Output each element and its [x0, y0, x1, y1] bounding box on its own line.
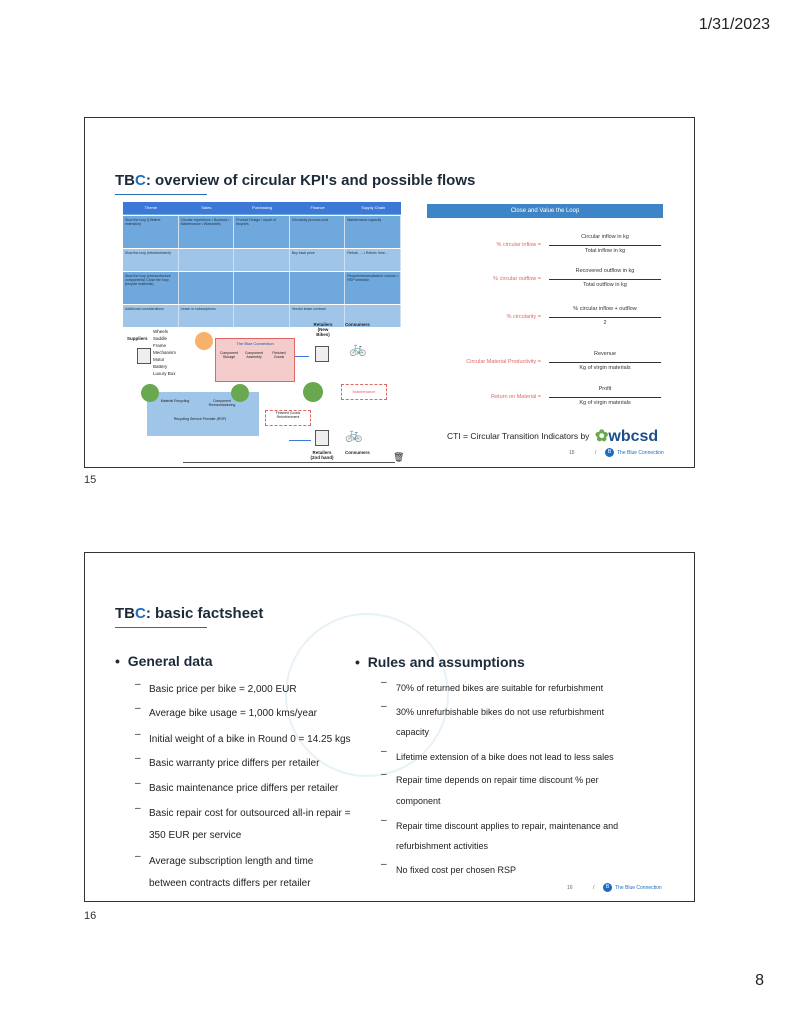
- table-header-cell: Purchasing: [251, 205, 272, 210]
- general-item: Basic maintenance price differs per retailer: [149, 783, 339, 794]
- general-data-heading: • General data: [115, 653, 213, 669]
- title-highlight: C: [135, 172, 146, 189]
- formula-label: % circular inflow =: [496, 242, 541, 248]
- table-cell: Slow the loop (Lifetime extension): [123, 216, 179, 248]
- component-remanufacturing: Component Remanufacturing: [208, 399, 236, 407]
- title-rest: : basic factsheet: [145, 605, 264, 622]
- rules-heading: • Rules and assumptions: [355, 654, 525, 670]
- rule-item: Repair time discount applies to repair, maintenance and: [396, 821, 619, 831]
- table-cell: Product Design / repair of bicycles: [234, 216, 290, 248]
- wbcsd-text: wbcsd: [608, 428, 659, 445]
- table-cell: Recycle/remanufacture volume • RSP selection: [345, 272, 401, 304]
- blue-connection-logo-icon: B: [605, 448, 614, 457]
- cti-note: CTI = Circular Transition Indicators by: [447, 431, 590, 441]
- kpi-table: [123, 202, 401, 326]
- table-cell: Refurb. ... • Refurb. time...: [345, 249, 401, 271]
- table-header: [123, 202, 401, 214]
- formula-numerator: Revenue: [593, 351, 617, 357]
- general-item: Basic warranty price differs per retailer: [149, 758, 320, 769]
- dash: –: [381, 769, 387, 780]
- general-item: Basic repair cost for outsourced all-in repair =: [149, 808, 351, 819]
- general-item: Average bike usage = 1,000 kms/year: [149, 708, 317, 719]
- formula-circularity: [427, 306, 667, 330]
- green-circle-icon: [231, 384, 249, 402]
- general-item-continued: 350 EUR per service: [149, 830, 242, 841]
- dash: –: [135, 803, 141, 814]
- table-cell: Circularity process cost: [290, 216, 346, 248]
- green-circle-icon: [141, 384, 159, 402]
- formula-label: Circular Material Productivity =: [466, 359, 541, 365]
- formula-denominator: Kg of virgin materials: [579, 365, 631, 371]
- formula-circular-inflow: [427, 234, 667, 258]
- dash: –: [135, 703, 141, 714]
- table-cell: Circular experience • Buyback • Maintenance • Warranties: [179, 216, 235, 248]
- dash: –: [381, 746, 387, 757]
- dash: –: [135, 753, 141, 764]
- component-storage: Component Storage: [219, 351, 239, 359]
- general-item-continued: between contracts differs per retailer: [149, 878, 311, 889]
- table-cell: [179, 249, 235, 271]
- rsp-label: Recycling Service Provider (RSP): [173, 417, 227, 421]
- consumers-label: Consumers: [345, 450, 370, 455]
- suppliers-label: Suppliers: [127, 336, 148, 341]
- slide-number-label: 15: [84, 474, 97, 486]
- page-number: 8: [755, 972, 764, 989]
- formula-numerator: Profit: [598, 386, 612, 392]
- rule-item: Lifetime extension of a bike does not lead to less sales: [396, 752, 614, 762]
- formula-denominator: Kg of virgin materials: [579, 400, 631, 406]
- general-item: Average subscription length and time: [149, 856, 314, 867]
- dash: –: [135, 679, 141, 690]
- footer-brand: The Blue Connection: [615, 885, 662, 891]
- table-row: [123, 248, 401, 271]
- slide-16: [84, 552, 695, 902]
- general-item: Basic price per bike = 2,000 EUR: [149, 684, 297, 695]
- retailer-store-icon: [315, 346, 329, 362]
- title-highlight: C: [135, 605, 146, 622]
- fraction-line: [549, 317, 661, 318]
- title-prefix: TB: [115, 172, 135, 189]
- parts-list: Wheels Saddle Frame Mechanism Motor Battery Luxury Box: [153, 329, 177, 376]
- title-underline: [115, 194, 207, 195]
- finished-goods-refurbishment: Finished Goods Refurbishment: [265, 410, 311, 426]
- formula-numerator: Recovered outflow in kg: [575, 268, 635, 274]
- rule-item: 30% unrefurbishable bikes do not use refurbishment: [396, 707, 605, 717]
- suppliers-building-icon: [137, 348, 151, 364]
- trash-icon: 🗑: [393, 452, 405, 462]
- rule-item-continued: capacity: [396, 727, 430, 737]
- formula-return-on-material: [427, 386, 667, 410]
- dash: –: [381, 815, 387, 826]
- title-underline: [115, 627, 207, 628]
- retailers-new-label: Retailers (New Bikes): [313, 322, 333, 337]
- table-cell: Buy back price: [290, 249, 346, 271]
- material-recycling: Material Recycling: [160, 399, 190, 403]
- dash: –: [381, 677, 387, 688]
- flow-arrow: [289, 440, 311, 441]
- table-cell: Slow the loop (refurbishment): [123, 249, 179, 271]
- rules-heading-text: Rules and assumptions: [367, 654, 525, 670]
- title-prefix: TB: [115, 605, 135, 622]
- formula-label: % circular outflow =: [493, 276, 541, 282]
- table-cell: [290, 272, 346, 304]
- formula-label: % circularity =: [506, 314, 541, 320]
- footer-separator: /: [593, 885, 595, 891]
- fraction-line: [549, 245, 661, 246]
- slide-number-label: 16: [84, 910, 97, 922]
- table-cell: [234, 305, 290, 327]
- footer-separator: /: [595, 450, 597, 456]
- slide-title: [115, 172, 475, 189]
- component-assembly: Component Assembly: [244, 351, 264, 359]
- formula-denominator: Total outflow in kg: [583, 282, 627, 288]
- table-cell: Lease or subscriptions: [179, 305, 235, 327]
- rule-item: No fixed cost per chosen RSP: [396, 865, 517, 875]
- general-data-heading-text: General data: [127, 653, 213, 669]
- consumers-label: Consumers: [345, 322, 370, 327]
- orange-circle-icon: [195, 332, 213, 350]
- rule-item-continued: refurbishment activities: [396, 841, 489, 851]
- table-header-cell: Theme: [144, 205, 158, 210]
- finished-goods: Finished Goods: [272, 351, 286, 359]
- bicycle-icon: 🚲: [349, 340, 367, 356]
- table-row: [123, 271, 401, 304]
- cti-header: Close and Value the Loop: [427, 204, 663, 218]
- blue-connection-logo-icon: B: [603, 883, 612, 892]
- formula-numerator: Circular inflow in kg: [581, 234, 629, 240]
- dash: –: [135, 851, 141, 862]
- rule-item-continued: component: [396, 796, 441, 806]
- footer-brand: The Blue Connection: [617, 450, 664, 456]
- table-header-cell: Finance: [310, 205, 325, 210]
- dash: –: [381, 701, 387, 712]
- brand-box: [215, 338, 295, 382]
- print-date: 1/31/2023: [698, 16, 770, 33]
- table-row: [123, 215, 401, 248]
- flow-diagram: [123, 322, 405, 466]
- fraction-line: [549, 397, 661, 398]
- bicycle-icon: 🚲: [345, 426, 363, 442]
- dash: –: [135, 778, 141, 789]
- maintenance-box: Maintenance: [341, 384, 387, 400]
- table-header-cell: Supply Chain: [361, 205, 386, 210]
- footer-slide-number: 15: [569, 450, 575, 456]
- table-cell: [179, 272, 235, 304]
- formula-circular-outflow: [427, 268, 667, 292]
- wbcsd-leaf-icon: ✿: [595, 428, 609, 445]
- rule-item: 70% of returned bikes are suitable for refurbishment: [396, 683, 604, 693]
- footer-slide-number: 16: [567, 885, 573, 891]
- retailers-second-hand-label: Retailers (2nd hand): [310, 450, 334, 460]
- table-cell: Slow the loop (remanufacture components) Close the loop (recycle materials): [123, 272, 179, 304]
- dash: –: [135, 729, 141, 740]
- table-cell: [234, 249, 290, 271]
- formula-numerator: % circular inflow + outflow: [573, 306, 637, 312]
- title-rest: : overview of circular KPI's and possible flows: [145, 172, 476, 189]
- slide-15: [84, 117, 695, 468]
- formula-denominator: 2: [603, 320, 607, 326]
- wbcsd-logo: [595, 426, 658, 446]
- table-cell: Vendor lease contract: [290, 305, 346, 327]
- brand-label: The Blue Connection: [236, 341, 274, 346]
- rule-item: Repair time depends on repair time discount % per: [396, 775, 599, 785]
- table-header-cell: Sales: [201, 205, 212, 210]
- table-cell: Additional considerations: [123, 305, 179, 327]
- general-item: Initial weight of a bike in Round 0 = 14.25 kgs: [149, 734, 351, 745]
- formula-denominator: Total inflow in kg: [584, 248, 626, 254]
- retailer-store-icon: [315, 430, 329, 446]
- table-cell: [234, 272, 290, 304]
- slide-title: [115, 605, 263, 622]
- fraction-line: [549, 279, 661, 280]
- green-circle-icon: [303, 382, 323, 402]
- formula-material-productivity: [427, 351, 667, 375]
- disposal-line: [183, 462, 395, 463]
- table-cell: Maintenance capacity: [345, 216, 401, 248]
- dash: –: [381, 859, 387, 870]
- formula-label: Return on Material =: [491, 394, 541, 400]
- flow-arrow: [295, 356, 309, 357]
- fraction-line: [549, 362, 661, 363]
